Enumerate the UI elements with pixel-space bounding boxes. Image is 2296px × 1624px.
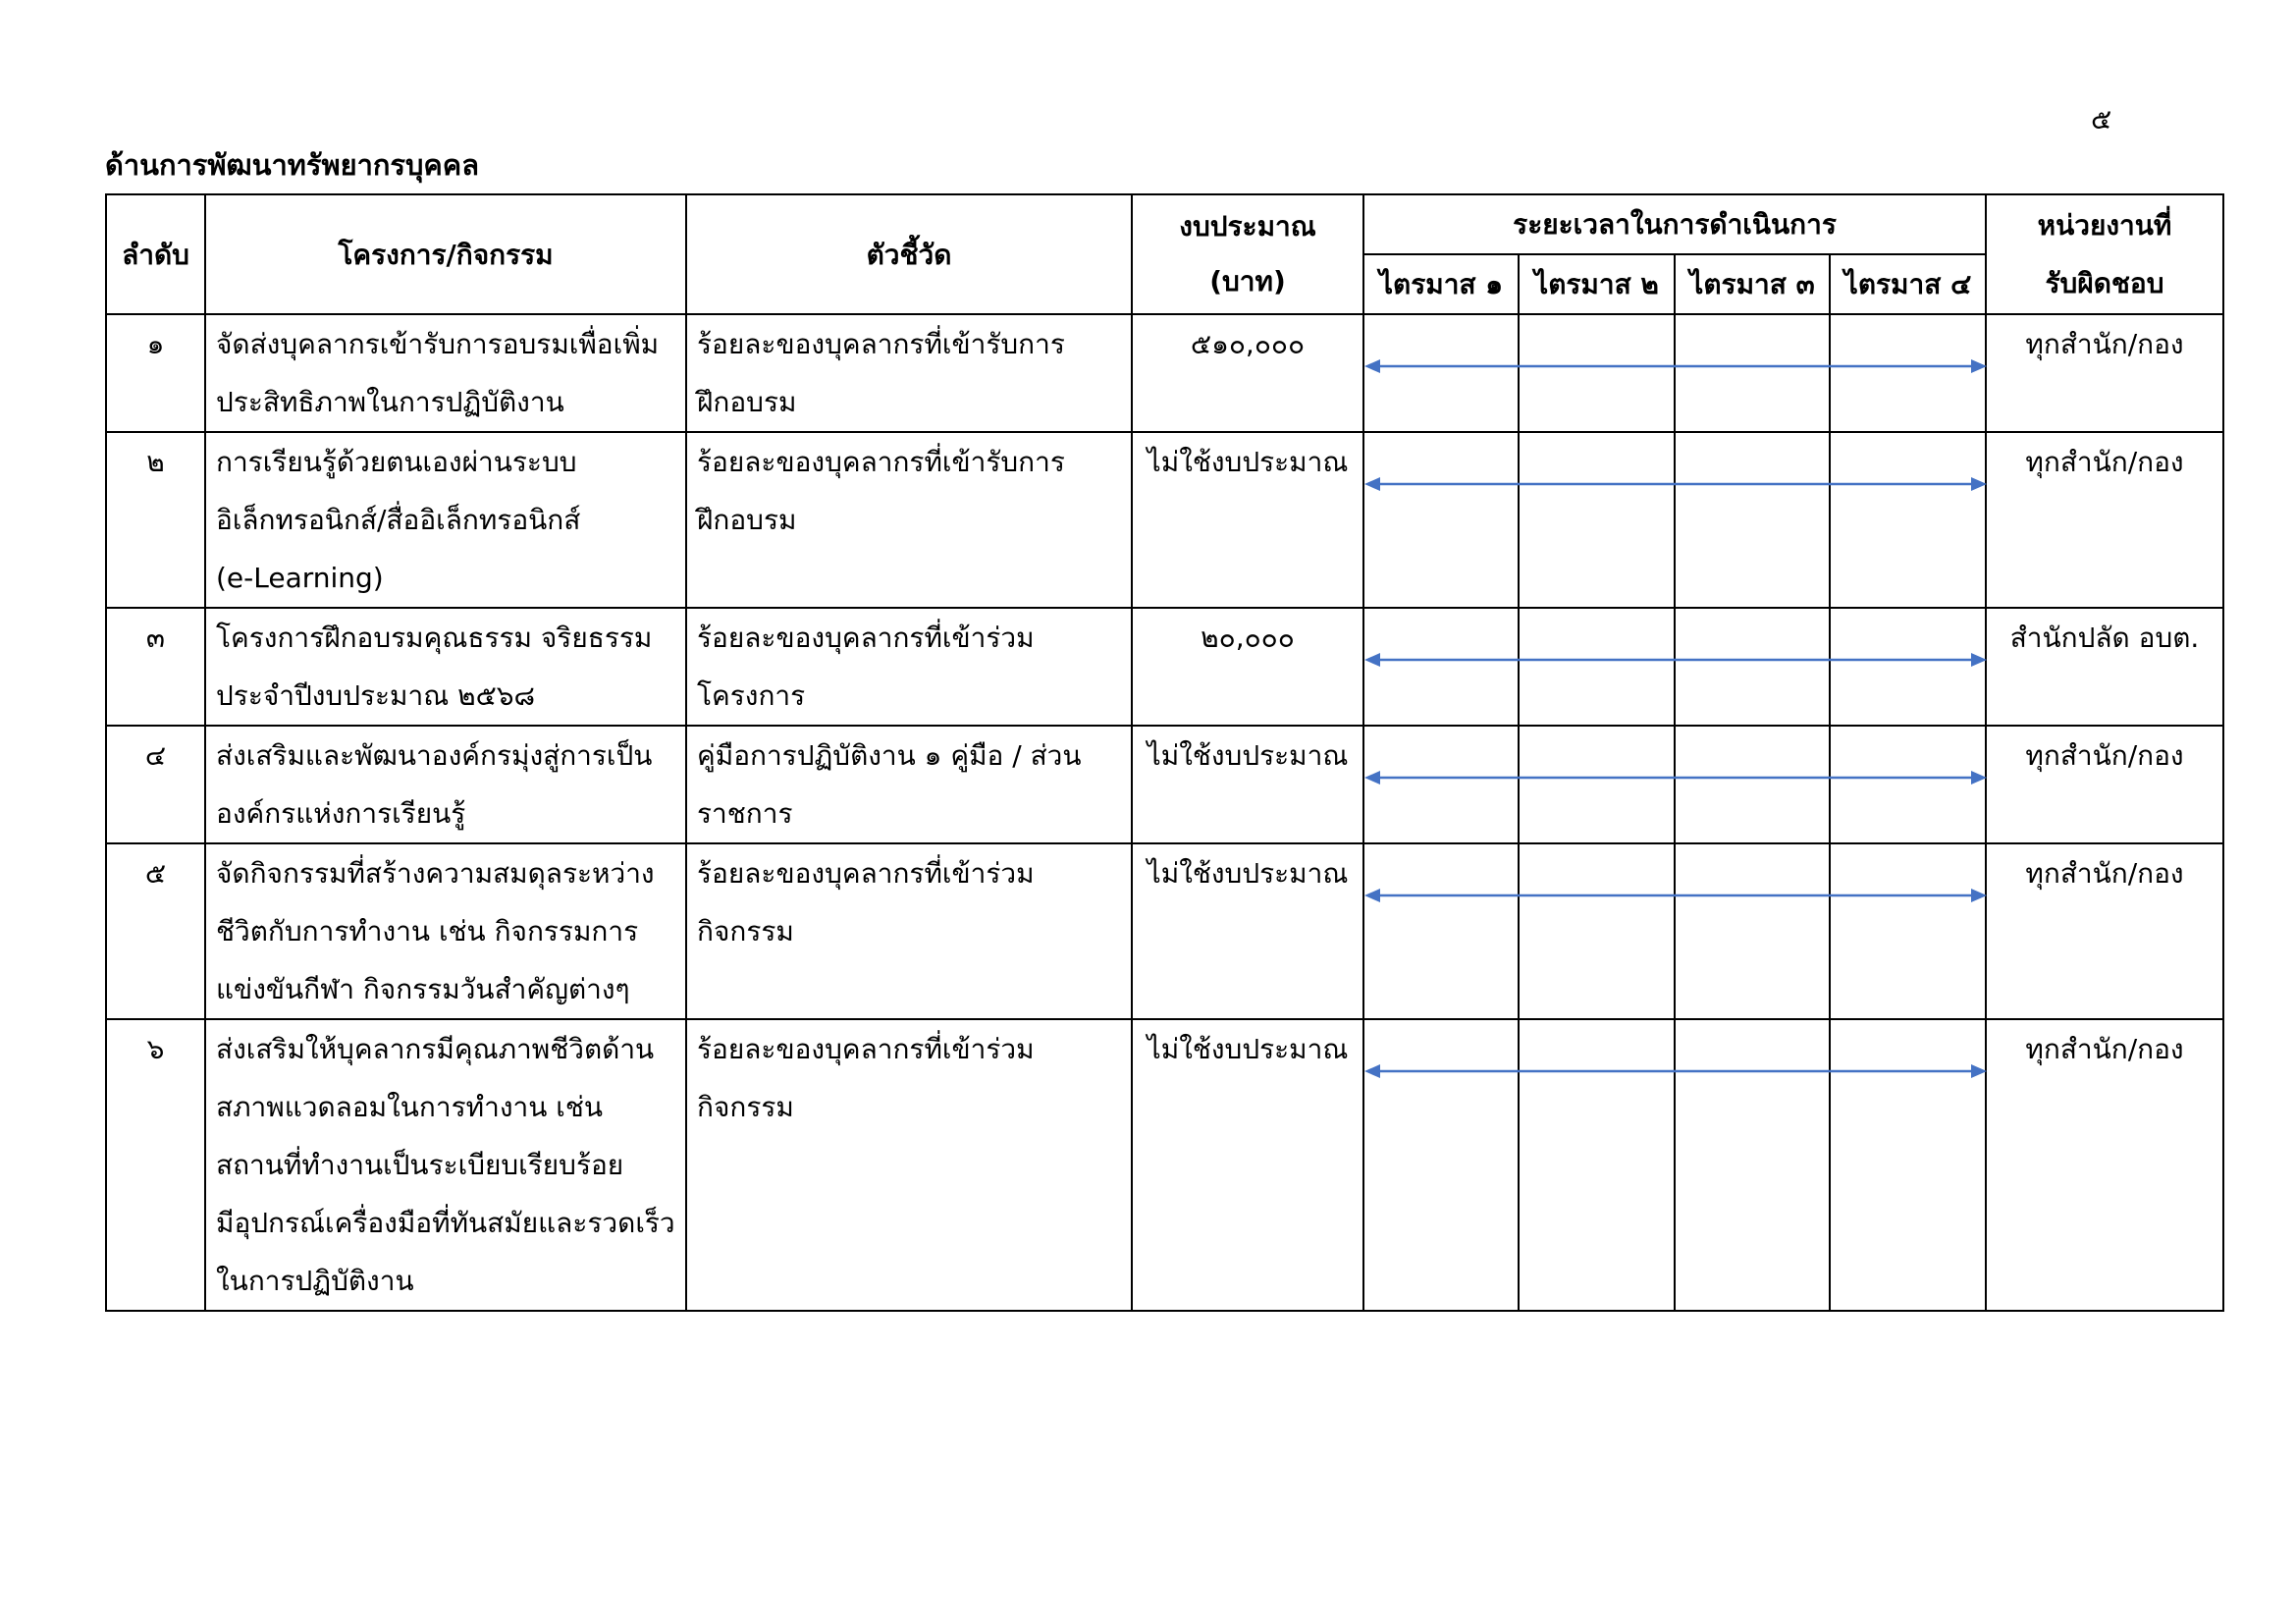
indicator-line: ฝึกอบรม	[697, 504, 797, 536]
page-number: ๕	[2091, 103, 2112, 135]
row-number: ๔	[106, 726, 205, 843]
project-cell	[205, 1019, 686, 1311]
arrowhead-left	[1364, 359, 1380, 373]
project-cell	[205, 843, 686, 1019]
project-line: ส่งเสริมและพัฒนาองค์กรมุ่งสู่การเป็น	[216, 739, 653, 772]
table-row	[106, 843, 2223, 1019]
header-quarter-1: ไตรมาส ๑	[1363, 254, 1519, 314]
budget-cell: ไม่ใช้งบประมาณ	[1132, 1019, 1363, 1311]
row-number: ๑	[106, 314, 205, 432]
table-row	[106, 432, 2223, 608]
table-body	[106, 314, 2223, 1311]
header-no: ลำดับ	[106, 194, 205, 314]
project-line: ประสิทธิภาพในการปฏิบัติงาน	[216, 386, 564, 418]
quarter-2-cell	[1519, 843, 1675, 1019]
header-quarter-4: ไตรมาส ๔	[1830, 254, 1986, 314]
header-period: ระยะเวลาในการดำเนินการ	[1363, 194, 1986, 254]
quarter-2-cell	[1519, 314, 1675, 432]
indicator-line: ราชการ	[697, 797, 793, 830]
indicator-line: กิจกรรม	[697, 1091, 794, 1123]
quarter-1-cell	[1363, 432, 1519, 608]
budget-cell: ไม่ใช้งบประมาณ	[1132, 843, 1363, 1019]
quarter-4-cell	[1830, 432, 1986, 608]
project-line: ประจำปีงบประมาณ ๒๕๖๘	[216, 679, 536, 712]
header-quarter-2: ไตรมาส ๒	[1519, 254, 1675, 314]
header-indicator: ตัวชี้วัด	[686, 194, 1132, 314]
quarter-3-cell	[1675, 608, 1830, 726]
project-cell	[205, 314, 686, 432]
indicator-line: กิจกรรม	[697, 915, 794, 947]
quarter-2-cell	[1519, 432, 1675, 608]
quarter-2-cell	[1519, 1019, 1675, 1311]
indicator-cell	[686, 314, 1132, 432]
quarter-1-cell	[1363, 314, 1519, 432]
row-number: ๒	[106, 432, 205, 608]
budget-cell: ๕๑๐,๐๐๐	[1132, 314, 1363, 432]
agency-cell: ทุกสำนัก/กอง	[1986, 843, 2223, 1019]
project-line: ชีวิตกับการทำงาน เช่น กิจกรรมการ	[216, 915, 639, 947]
indicator-cell	[686, 843, 1132, 1019]
indicator-cell	[686, 432, 1132, 608]
indicator-line: โครงการ	[697, 679, 806, 712]
agency-cell: ทุกสำนัก/กอง	[1986, 432, 2223, 608]
quarter-1-cell	[1363, 843, 1519, 1019]
row-number: ๓	[106, 608, 205, 726]
table-row	[106, 608, 2223, 726]
table-row	[106, 1019, 2223, 1311]
project-line: โครงการฝึกอบรมคุณธรรม จริยธรรม	[216, 622, 653, 654]
header-agency-line1: หน่วยงานที่	[2037, 209, 2172, 242]
header-project: โครงการ/กิจกรรม	[205, 194, 686, 314]
section-title: ด้านการพัฒนาทรัพยากรบุคคล	[105, 148, 479, 182]
indicator-cell	[686, 1019, 1132, 1311]
header-budget-line2: (บาท)	[1209, 265, 1286, 298]
project-line: (e-Learning)	[216, 562, 384, 594]
quarter-3-cell	[1675, 314, 1830, 432]
arrowhead-left	[1364, 889, 1380, 902]
hr-development-plan-table	[105, 193, 2224, 1312]
project-line: แข่งขันกีฬา กิจกรรมวันสำคัญต่างๆ	[216, 973, 630, 1005]
quarter-1-cell	[1363, 1019, 1519, 1311]
arrowhead-left	[1364, 477, 1380, 491]
quarter-1-cell	[1363, 608, 1519, 726]
project-line: สถานที่ทำงานเป็นระเบียบเรียบร้อย	[216, 1149, 624, 1181]
row-number: ๖	[106, 1019, 205, 1311]
indicator-cell	[686, 608, 1132, 726]
agency-cell: สำนักปลัด อบต.	[1986, 608, 2223, 726]
header-quarter-3: ไตรมาส ๓	[1675, 254, 1830, 314]
quarter-2-cell	[1519, 726, 1675, 843]
header-budget	[1132, 194, 1363, 314]
project-cell	[205, 608, 686, 726]
quarter-4-cell	[1830, 843, 1986, 1019]
indicator-line: ร้อยละของบุคลากรที่เข้ารับการ	[697, 328, 1065, 360]
indicator-cell	[686, 726, 1132, 843]
project-line: องค์กรแห่งการเรียนรู้	[216, 797, 466, 830]
row-number: ๕	[106, 843, 205, 1019]
project-cell	[205, 726, 686, 843]
quarter-4-cell	[1830, 1019, 1986, 1311]
project-line: การเรียนรู้ด้วยตนเองผ่านระบบ	[216, 446, 577, 478]
indicator-line: คู่มือการปฏิบัติงาน ๑ คู่มือ / ส่วน	[697, 739, 1082, 772]
quarter-1-cell	[1363, 726, 1519, 843]
indicator-line: ร้อยละของบุคลากรที่เข้าร่วม	[697, 857, 1035, 890]
project-line: สภาพแวดลอมในการทำงาน เช่น	[216, 1091, 603, 1123]
indicator-line: ร้อยละของบุคลากรที่เข้ารับการ	[697, 446, 1065, 478]
project-line: ส่งเสริมให้บุคลากรมีคุณภาพชีวิตด้าน	[216, 1033, 655, 1065]
quarter-4-cell	[1830, 608, 1986, 726]
indicator-line: ร้อยละของบุคลากรที่เข้าร่วม	[697, 622, 1035, 654]
header-agency-line2: รับผิดชอบ	[2045, 267, 2164, 299]
project-line: ในการปฏิบัติงาน	[216, 1265, 414, 1297]
project-cell	[205, 432, 686, 608]
quarter-4-cell	[1830, 726, 1986, 843]
quarter-3-cell	[1675, 432, 1830, 608]
table-row	[106, 726, 2223, 843]
quarter-3-cell	[1675, 843, 1830, 1019]
budget-cell: ๒๐,๐๐๐	[1132, 608, 1363, 726]
budget-cell: ไม่ใช้งบประมาณ	[1132, 726, 1363, 843]
quarter-3-cell	[1675, 726, 1830, 843]
quarter-2-cell	[1519, 608, 1675, 726]
project-line: จัดกิจกรรมที่สร้างความสมดุลระหว่าง	[216, 857, 655, 890]
table-row	[106, 314, 2223, 432]
arrowhead-left	[1364, 653, 1380, 667]
budget-cell: ไม่ใช้งบประมาณ	[1132, 432, 1363, 608]
arrowhead-left	[1364, 1064, 1380, 1078]
agency-cell: ทุกสำนัก/กอง	[1986, 1019, 2223, 1311]
project-line: อิเล็กทรอนิกส์/สื่ออิเล็กทรอนิกส์	[216, 504, 581, 536]
arrowhead-left	[1364, 771, 1380, 785]
quarter-4-cell	[1830, 314, 1986, 432]
project-line: มีอุปกรณ์เครื่องมือที่ทันสมัยและรวดเร็ว	[216, 1207, 675, 1239]
quarter-3-cell	[1675, 1019, 1830, 1311]
project-line: จัดส่งบุคลากรเข้ารับการอบรมเพื่อเพิ่ม	[216, 328, 660, 360]
agency-cell: ทุกสำนัก/กอง	[1986, 314, 2223, 432]
header-agency	[1986, 194, 2223, 314]
indicator-line: ร้อยละของบุคลากรที่เข้าร่วม	[697, 1033, 1035, 1065]
agency-cell: ทุกสำนัก/กอง	[1986, 726, 2223, 843]
header-budget-line1: งบประมาณ	[1179, 210, 1316, 243]
indicator-line: ฝึกอบรม	[697, 386, 797, 418]
